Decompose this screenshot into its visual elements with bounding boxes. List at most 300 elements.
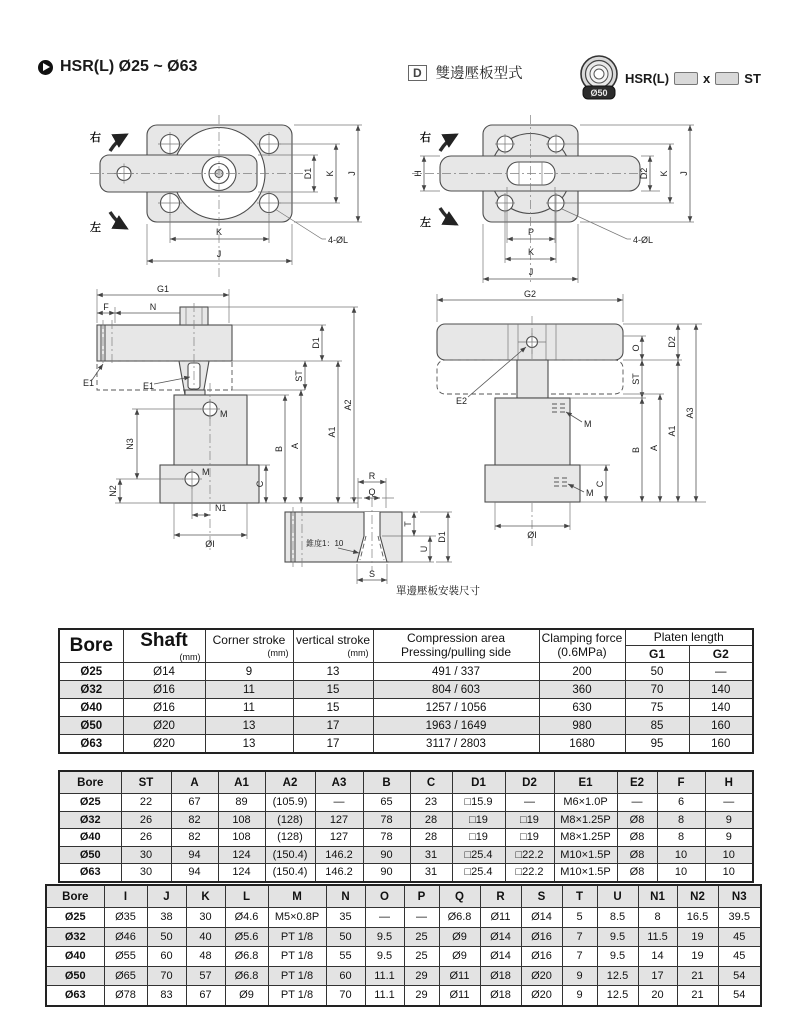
- value-cell: 13: [205, 717, 293, 735]
- value-cell: □22.2: [505, 864, 554, 882]
- value-cell: Ø11: [439, 966, 480, 986]
- bore-cell: Ø50: [59, 846, 121, 864]
- bore-cell: Ø40: [59, 699, 123, 717]
- value-cell: 11: [205, 699, 293, 717]
- value-cell: 54: [718, 986, 761, 1006]
- value-cell: 8: [657, 811, 705, 829]
- value-cell: Ø11: [439, 986, 480, 1006]
- value-cell: 108: [218, 811, 265, 829]
- value-cell: 78: [363, 829, 410, 847]
- table-row: [59, 864, 753, 882]
- value-cell: 23: [410, 794, 452, 812]
- col-header-g2: G2: [689, 646, 753, 663]
- column-header: E1: [554, 771, 617, 794]
- value-cell: 67: [171, 794, 218, 812]
- svg-text:D1: D1: [311, 337, 321, 349]
- column-header: Bore: [59, 771, 121, 794]
- value-cell: PT 1/8: [268, 927, 326, 947]
- value-cell: Ø20: [521, 986, 562, 1006]
- dim-g2: [437, 289, 623, 322]
- column-header: S: [521, 885, 562, 908]
- value-cell: 124: [218, 846, 265, 864]
- left-rotation-label: 左: [90, 222, 101, 234]
- value-cell: Ø16: [521, 927, 562, 947]
- value-cell: 29: [404, 966, 439, 986]
- value-cell: 60: [147, 947, 186, 967]
- dim-b: [631, 398, 642, 502]
- value-cell: M6×1.0P: [554, 794, 617, 812]
- order-x: x: [703, 70, 711, 86]
- column-header: I: [104, 885, 147, 908]
- svg-text:O: O: [631, 344, 641, 352]
- value-cell: 50: [625, 663, 689, 681]
- bore-cell: Ø50: [46, 966, 104, 986]
- table-row: [46, 908, 761, 928]
- value-cell: Ø14: [480, 927, 521, 947]
- column-header: A3: [315, 771, 363, 794]
- right-rotation-label: 右: [420, 132, 431, 144]
- table-row: [59, 663, 753, 681]
- value-cell: 5: [562, 908, 597, 928]
- dim-d1-arm: [232, 325, 342, 361]
- column-header: H: [705, 771, 753, 794]
- value-cell: Ø8: [617, 829, 657, 847]
- value-cell: 1257 / 1056: [373, 699, 539, 717]
- bore-cell: Ø25: [46, 908, 104, 928]
- value-cell: 90: [363, 846, 410, 864]
- svg-text:N: N: [149, 302, 157, 312]
- col-header-shaft: Shaft (mm): [123, 629, 205, 663]
- value-cell: 90: [363, 864, 410, 882]
- value-cell: Ø20: [123, 717, 205, 735]
- left-rotation-label: 左: [420, 217, 431, 229]
- col-header-vertical-stroke: vertical stroke (mm): [293, 629, 373, 663]
- value-cell: 9.5: [597, 947, 638, 967]
- column-header: C: [410, 771, 452, 794]
- svg-text:N2: N2: [108, 485, 118, 497]
- value-cell: 491 / 337: [373, 663, 539, 681]
- value-cell: 630: [539, 699, 625, 717]
- value-cell: Ø4.6: [225, 908, 268, 928]
- value-cell: 10: [657, 864, 705, 882]
- value-cell: 45: [718, 927, 761, 947]
- value-cell: □19: [452, 811, 505, 829]
- value-cell: 146.2: [315, 864, 363, 882]
- order-code: [578, 55, 761, 101]
- value-cell: 21: [677, 966, 718, 986]
- value-cell: Ø35: [104, 908, 147, 928]
- column-header: M: [268, 885, 326, 908]
- value-cell: 14: [638, 947, 677, 967]
- value-cell: Ø65: [104, 966, 147, 986]
- column-header: J: [147, 885, 186, 908]
- value-cell: 28: [410, 829, 452, 847]
- value-cell: 140: [689, 681, 753, 699]
- value-cell: Ø8: [617, 864, 657, 882]
- value-cell: 39.5: [718, 908, 761, 928]
- value-cell: (128): [265, 811, 315, 829]
- value-cell: 200: [539, 663, 625, 681]
- value-cell: 17: [293, 717, 373, 735]
- value-cell: 804 / 603: [373, 681, 539, 699]
- value-cell: (105.9): [265, 794, 315, 812]
- column-header: T: [562, 885, 597, 908]
- value-cell: 8.5: [597, 908, 638, 928]
- svg-text:ØI: ØI: [527, 530, 537, 540]
- cylinder-body: [160, 383, 259, 551]
- dim-g1: [97, 284, 229, 323]
- table-row: [59, 681, 753, 699]
- svg-text:R: R: [368, 471, 376, 481]
- table-row: [59, 811, 753, 829]
- svg-text:4-ØL: 4-ØL: [328, 235, 349, 245]
- dim-o: [623, 336, 646, 360]
- value-cell: —: [404, 908, 439, 928]
- svg-text:A: A: [649, 444, 659, 452]
- value-cell: M10×1.5P: [554, 846, 617, 864]
- value-cell: 21: [677, 986, 718, 1006]
- value-cell: —: [689, 663, 753, 681]
- value-cell: 7: [562, 947, 597, 967]
- value-cell: Ø8: [617, 811, 657, 829]
- value-cell: Ø9: [439, 927, 480, 947]
- value-cell: Ø20: [123, 735, 205, 754]
- value-cell: 13: [205, 735, 293, 754]
- col-header-corner-stroke: Corner stroke (mm): [205, 629, 293, 663]
- svg-text:E2: E2: [456, 396, 468, 406]
- svg-text:B: B: [274, 445, 284, 453]
- value-cell: 40: [186, 927, 225, 947]
- column-header: ST: [121, 771, 171, 794]
- order-suffix: ST: [744, 70, 761, 86]
- rotate-left-arrow-icon: [440, 208, 456, 224]
- value-cell: 78: [363, 811, 410, 829]
- product-badge-icon: [578, 55, 620, 101]
- column-header: A2: [265, 771, 315, 794]
- value-cell: □15.9: [452, 794, 505, 812]
- spec-table-main: [58, 628, 754, 754]
- value-cell: Ø78: [104, 986, 147, 1006]
- value-cell: —: [705, 794, 753, 812]
- value-cell: 9: [705, 811, 753, 829]
- dim-a3: [685, 324, 696, 502]
- value-cell: 22: [121, 794, 171, 812]
- column-header: D1: [452, 771, 505, 794]
- value-cell: 19: [677, 947, 718, 967]
- column-header: O: [365, 885, 404, 908]
- svg-text:T: T: [403, 521, 413, 527]
- value-cell: □25.4: [452, 846, 505, 864]
- value-cell: 25: [404, 947, 439, 967]
- col-header-bore: Bore: [59, 629, 123, 663]
- value-cell: 67: [186, 986, 225, 1006]
- value-cell: 94: [171, 846, 218, 864]
- value-cell: □22.2: [505, 846, 554, 864]
- value-cell: 82: [171, 829, 218, 847]
- value-cell: 12.5: [597, 986, 638, 1006]
- value-cell: —: [617, 794, 657, 812]
- value-cell: 9.5: [365, 927, 404, 947]
- value-cell: 124: [218, 864, 265, 882]
- value-cell: □19: [505, 811, 554, 829]
- svg-text:D1: D1: [303, 167, 313, 180]
- dim-q: [350, 487, 394, 498]
- column-header: D2: [505, 771, 554, 794]
- value-cell: 28: [410, 811, 452, 829]
- value-cell: Ø5.6: [225, 927, 268, 947]
- value-cell: 11.1: [365, 966, 404, 986]
- value-cell: □19: [505, 829, 554, 847]
- svg-text:U: U: [419, 545, 429, 553]
- column-header: P: [404, 885, 439, 908]
- value-cell: 11.1: [365, 986, 404, 1006]
- value-cell: Ø6.8: [225, 947, 268, 967]
- bore-cell: Ø40: [59, 829, 121, 847]
- bore-cell: Ø63: [46, 986, 104, 1006]
- value-cell: 10: [705, 864, 753, 882]
- value-cell: 160: [689, 735, 753, 754]
- value-cell: 35: [326, 908, 365, 928]
- svg-text:ST: ST: [294, 370, 304, 382]
- value-cell: 15: [293, 699, 373, 717]
- value-cell: 9: [562, 966, 597, 986]
- value-cell: 8: [657, 829, 705, 847]
- type-label: 雙邊壓板型式: [435, 66, 523, 82]
- value-cell: Ø18: [480, 966, 521, 986]
- bore-cell: Ø32: [59, 681, 123, 699]
- value-cell: 108: [218, 829, 265, 847]
- value-cell: Ø20: [521, 966, 562, 986]
- value-cell: M8×1.25P: [554, 811, 617, 829]
- value-cell: 127: [315, 811, 363, 829]
- svg-text:B: B: [631, 446, 641, 454]
- value-cell: Ø8: [617, 846, 657, 864]
- platen-lowered-outline: [97, 361, 232, 390]
- callout-e1-left: [83, 364, 103, 388]
- svg-text:S: S: [368, 569, 376, 579]
- value-cell: 54: [718, 966, 761, 986]
- table-row: [59, 699, 753, 717]
- value-cell: Ø6.8: [225, 966, 268, 986]
- value-cell: Ø14: [123, 663, 205, 681]
- dim-st: [570, 360, 646, 398]
- bore-cell: Ø40: [46, 947, 104, 967]
- bore-cell: Ø25: [59, 794, 121, 812]
- svg-text:M: M: [586, 488, 594, 498]
- column-header: N2: [677, 885, 718, 908]
- svg-text:A3: A3: [685, 407, 695, 419]
- table-row: [59, 717, 753, 735]
- single-platen-caption: 單邊壓板安裝尺寸: [396, 585, 480, 597]
- svg-text:A: A: [290, 442, 300, 450]
- dim-a1: [667, 360, 678, 502]
- value-cell: PT 1/8: [268, 947, 326, 967]
- column-header: R: [480, 885, 521, 908]
- column-header: K: [186, 885, 225, 908]
- svg-text:D2: D2: [667, 336, 677, 348]
- svg-text:K: K: [659, 170, 669, 177]
- svg-text:K: K: [215, 227, 223, 237]
- value-cell: 70: [147, 966, 186, 986]
- rotate-right-arrow-icon: [440, 135, 456, 151]
- order-bore-box: [674, 72, 698, 85]
- column-header: L: [225, 885, 268, 908]
- value-cell: 10: [657, 846, 705, 864]
- value-cell: 9: [562, 986, 597, 1006]
- value-cell: 85: [625, 717, 689, 735]
- drawing-platen-slot-detail: [280, 452, 520, 600]
- svg-text:C: C: [255, 480, 265, 488]
- column-header: Q: [439, 885, 480, 908]
- table-row: [46, 986, 761, 1006]
- page-title: [38, 58, 197, 76]
- svg-text:ØI: ØI: [205, 539, 215, 549]
- dim-c: [580, 465, 706, 502]
- value-cell: Ø11: [480, 908, 521, 928]
- svg-text:E1: E1: [83, 378, 95, 388]
- value-cell: 57: [186, 966, 225, 986]
- value-cell: 75: [625, 699, 689, 717]
- rotate-left-arrow-icon: [110, 212, 126, 228]
- svg-text:A1: A1: [327, 426, 337, 438]
- value-cell: 146.2: [315, 846, 363, 864]
- bore-cell: Ø32: [59, 811, 121, 829]
- value-cell: PT 1/8: [268, 966, 326, 986]
- drawing-plan-single-platen: [82, 112, 382, 284]
- port-m-label: M: [202, 467, 210, 477]
- svg-text:4-ØL: 4-ØL: [633, 235, 654, 245]
- platen-arm: [97, 320, 232, 366]
- dim-bore-diameter: [174, 503, 247, 549]
- value-cell: □19: [452, 829, 505, 847]
- col-header-compression-area: Compression area Pressing/pulling side: [373, 629, 539, 663]
- value-cell: —: [505, 794, 554, 812]
- svg-text:G1: G1: [156, 284, 170, 294]
- value-cell: Ø16: [123, 681, 205, 699]
- value-cell: PT 1/8: [268, 986, 326, 1006]
- value-cell: 1680: [539, 735, 625, 754]
- value-cell: 140: [689, 699, 753, 717]
- value-cell: 95: [625, 735, 689, 754]
- col-header-clamping-force: Clamping force (0.6MPa): [539, 629, 625, 663]
- value-cell: 16.5: [677, 908, 718, 928]
- page-title-text: HSR(L) Ø25 ~ Ø63: [60, 58, 198, 75]
- value-cell: 8: [638, 908, 677, 928]
- value-cell: 9.5: [365, 947, 404, 967]
- svg-text:E1: E1: [143, 381, 155, 391]
- dim-f: [97, 302, 115, 323]
- column-header: B: [363, 771, 410, 794]
- svg-text:ST: ST: [631, 373, 641, 385]
- value-cell: 83: [147, 986, 186, 1006]
- value-cell: 31: [410, 864, 452, 882]
- value-cell: 1963 / 1649: [373, 717, 539, 735]
- value-cell: M5×0.8P: [268, 908, 326, 928]
- value-cell: 7: [562, 927, 597, 947]
- value-cell: 31: [410, 846, 452, 864]
- value-cell: 3117 / 2803: [373, 735, 539, 754]
- value-cell: (128): [265, 829, 315, 847]
- order-prefix: HSR(L): [625, 70, 670, 86]
- value-cell: Ø14: [480, 947, 521, 967]
- badge-text: Ø50: [590, 88, 608, 98]
- value-cell: 20: [638, 986, 677, 1006]
- value-cell: Ø55: [104, 947, 147, 967]
- svg-text:A1: A1: [667, 425, 677, 437]
- value-cell: 11.5: [638, 927, 677, 947]
- bore-cell: Ø63: [59, 735, 123, 754]
- value-cell: 17: [638, 966, 677, 986]
- svg-text:N3: N3: [125, 438, 135, 450]
- type-letter-box: D: [408, 65, 427, 81]
- dim-d2: [623, 324, 702, 360]
- value-cell: 19: [677, 927, 718, 947]
- value-cell: M8×1.25P: [554, 829, 617, 847]
- value-cell: 50: [147, 927, 186, 947]
- value-cell: 980: [539, 717, 625, 735]
- value-cell: (150.4): [265, 846, 315, 864]
- bore-cell: Ø25: [59, 663, 123, 681]
- table-row: [46, 947, 761, 967]
- value-cell: 30: [186, 908, 225, 928]
- svg-text:K: K: [527, 247, 535, 257]
- play-icon: [38, 60, 53, 75]
- value-cell: 70: [625, 681, 689, 699]
- value-cell: Ø9: [439, 947, 480, 967]
- dim-st: [294, 361, 305, 390]
- value-cell: 89: [218, 794, 265, 812]
- svg-text:A2: A2: [343, 399, 353, 411]
- value-cell: 10: [705, 846, 753, 864]
- value-cell: (150.4): [265, 864, 315, 882]
- value-cell: 26: [121, 811, 171, 829]
- column-header: A1: [218, 771, 265, 794]
- value-cell: 55: [326, 947, 365, 967]
- value-cell: 11: [205, 681, 293, 699]
- type-heading: [408, 62, 523, 83]
- svg-text:M: M: [584, 419, 592, 429]
- platen-section: [285, 498, 402, 572]
- value-cell: Ø14: [521, 908, 562, 928]
- value-cell: 17: [293, 735, 373, 754]
- value-cell: Ø9: [225, 986, 268, 1006]
- value-cell: 29: [404, 986, 439, 1006]
- value-cell: 25: [404, 927, 439, 947]
- svg-text:K: K: [325, 170, 335, 177]
- svg-text:J: J: [216, 249, 222, 259]
- column-header: A: [171, 771, 218, 794]
- dimension-table-i-n3: [45, 884, 762, 1007]
- value-cell: 15: [293, 681, 373, 699]
- svg-text:N1: N1: [215, 503, 227, 513]
- value-cell: M10×1.5P: [554, 864, 617, 882]
- value-cell: 65: [363, 794, 410, 812]
- bore-cell: Ø63: [59, 864, 121, 882]
- value-cell: 70: [326, 986, 365, 1006]
- column-header: Bore: [46, 885, 104, 908]
- value-cell: 9: [205, 663, 293, 681]
- dimension-table-a-h: [58, 770, 754, 883]
- svg-text:錐度1：10: 錐度1：10: [306, 539, 344, 548]
- column-header: E2: [617, 771, 657, 794]
- column-header: F: [657, 771, 705, 794]
- value-cell: 26: [121, 829, 171, 847]
- table-row: [59, 794, 753, 812]
- value-cell: 45: [718, 947, 761, 967]
- svg-text:J: J: [347, 171, 357, 176]
- value-cell: 30: [121, 846, 171, 864]
- svg-text:H: H: [413, 170, 423, 177]
